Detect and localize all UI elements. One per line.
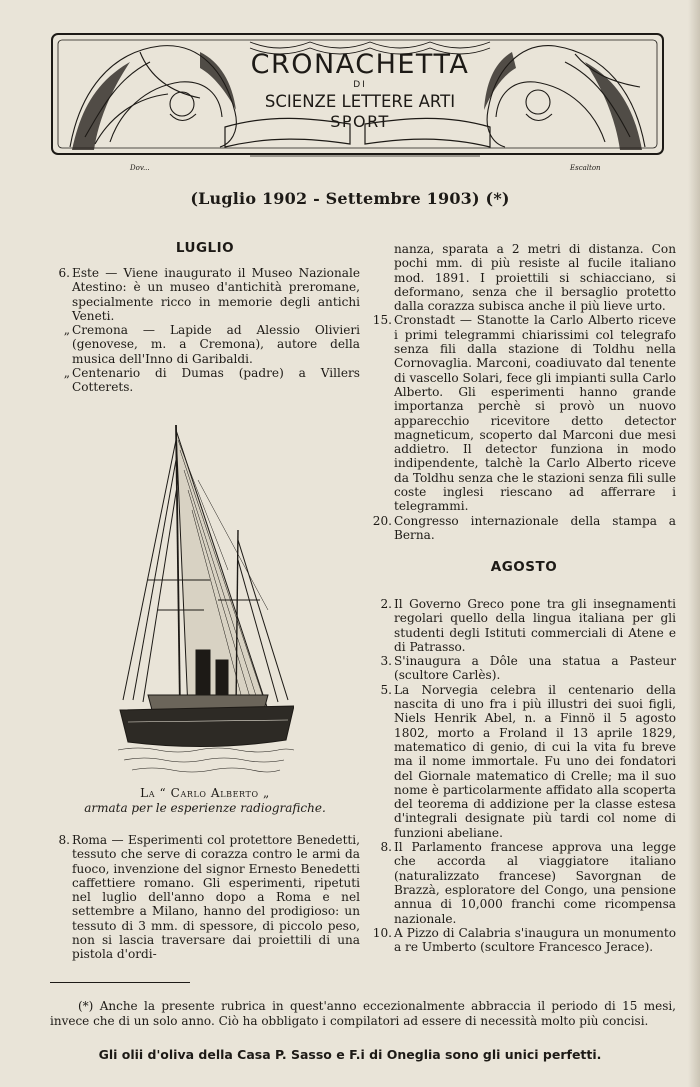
page-edge-shadow xyxy=(688,0,700,1087)
entry-text: Este — Viene inaugurato il Museo Nazionale Atestino: è un museo d'antichità preromane, specialmente ricco in memorie degli antichi Veneti. xyxy=(72,266,360,323)
date-range-heading: (Luglio 1902 - Settembre 1903) (*) xyxy=(190,189,510,208)
masthead-subtitle: SCIENZE LETTERE ARTI xyxy=(264,92,456,111)
entry-luglio-8 xyxy=(50,833,360,962)
entry-number: „ xyxy=(63,366,70,381)
advertisement-line: Gli olii d'oliva della Casa P. Sasso e F.i di Oneglia sono gli unici perfetti. xyxy=(98,1047,602,1062)
entry-number: „ xyxy=(63,323,70,338)
entry-number: 15. xyxy=(372,313,392,328)
entry-number: 8. xyxy=(58,833,70,847)
entry-luglio-20 xyxy=(372,514,676,543)
entry-agosto-8 xyxy=(372,840,676,926)
masthead-di: DI xyxy=(353,80,367,90)
masthead-title: CRONACHETTA xyxy=(250,49,470,80)
left-column-entry-8 xyxy=(50,833,360,962)
caption-subtitle: armata per le esperienze radiografiche. xyxy=(84,801,326,815)
entry-luglio-6-dumas xyxy=(50,366,360,395)
section-heading-luglio: LUGLIO xyxy=(175,240,235,256)
entry-luglio-6-cremona xyxy=(50,323,360,366)
left-column-july xyxy=(50,266,360,395)
section-heading-agosto: AGOSTO xyxy=(490,559,558,575)
right-column-july xyxy=(372,242,676,542)
entry-text: Centenario di Dumas (padre) a Villers Cotterets. xyxy=(72,366,360,395)
ship-caption xyxy=(50,786,360,816)
svg-text:Escalton: Escalton xyxy=(570,164,601,172)
caption-title: La “ Carlo Alberto „ xyxy=(140,786,270,800)
entry-number: 10. xyxy=(372,925,392,940)
entry-number: 2. xyxy=(380,597,392,611)
entry-luglio-15 xyxy=(372,313,676,513)
entry-text: La Norvegia celebra il centenario della nascita di uno fra i più illustri dei suoi figli, Niels Henrik Abel, n. a Finnö il 5 agosto 1802, morto a Froland il 13 aprile 1829, matematico di genio, di cui la vita fu breve ma il nome immortale. Fu uno dei fondatori del Giornale matematico di Crelle; ma il suo nome è particolarmente affidato alla scoperta del teorema di addizione per la classe estesa d'integrali designate più tardi col nome di funzioni abeliane. xyxy=(394,682,676,840)
entry-agosto-10 xyxy=(372,926,676,955)
entry-text: Il Governo Greco pone tra gli insegnamenti regolari quello della lingua italiana per gli studenti degli Istituti commerciali di Atene e di Patrasso. xyxy=(394,597,676,654)
entry-text: Il Parlamento francese approva una legge che accorda al viaggiatore italiano (naturalizzato francese) Savorgnan de Brazzà, esploratore del Congo, una pensione annua di 10,000 franchi come ricompensa nazionale. xyxy=(394,840,676,926)
svg-text:Dov...: Dov... xyxy=(130,164,150,172)
entry-text: S'inaugura a Dôle una statua a Pasteur (scultore Carlès). xyxy=(394,654,676,683)
entry-text: Cronstadt — Stanotte la Carlo Alberto riceve i primi telegrammi chiarissimi col telegrafo senza fili dalla stazione di Toldhu nella Cornovaglia. Marconi, coadiuvato dal tenente di vascello Solari, fece gli impianti sulla Carlo Alberto. Gli esperimenti hanno grande importanza perchè si provò un nuovo apparecchio ricevitore detto detector magneticum, scoperto dal Marconi due mesi addietro. Il detector funziona in modo indipendente, talchè la Carlo Alberto riceve da Toldhu senza che le stazioni senza fili sulle coste inglesi riescano ad afferrare i telegrammi. xyxy=(394,313,676,514)
entry-agosto-2 xyxy=(372,597,676,654)
masthead-sport: SPORT xyxy=(330,112,390,131)
masthead xyxy=(50,32,665,177)
entry-text: Roma — Esperimenti col protettore Benedetti, tessuto che serve di corazza contro le armi da fuoco, invenzione del signor Ernesto Benedetti caffettiere romano. Gli esperimenti, ripetuti nel luglio dell'anno dopo a Roma e nel settembre a Milano, hanno del prodigioso: un tessuto di 3 mm. di spessore, di piccolo peso, non si lascia traversare dai proiettili di una pistola d'ordi- xyxy=(72,833,360,962)
masthead-title-block xyxy=(220,50,500,131)
entry-number: 3. xyxy=(380,654,392,669)
ship-illustration xyxy=(118,410,294,780)
footnote: (*) Anche la presente rubrica in quest'anno eccezionalmente abbraccia il periodo di 15 mesi, invece che di un solo anno. Ciò ha obbligato i compilatori ad essere di necessità molto più concisi. xyxy=(50,999,676,1028)
entry-text: Congresso internazionale della stampa a Berna. xyxy=(394,513,676,542)
entry-text: Cremona — Lapide ad Alessio Olivieri (genovese, m. a Cremona), autore della musica dell'Inno di Garibaldi. xyxy=(72,323,360,366)
continuation-text: nanza, sparata a 2 metri di distanza. Con pochi mm. di più resiste al fucile italiano mod. 1891. I proiettili si schiacciano, si deformano, senza che il bersaglio protetto dalla corazza subisca anche il più lieve urto. xyxy=(394,242,676,314)
footnote-rule xyxy=(50,982,190,983)
entry-agosto-5 xyxy=(372,683,676,840)
entry-luglio-6 xyxy=(50,266,360,323)
entry-number: 5. xyxy=(380,682,392,697)
entry-text: A Pizzo di Calabria s'inaugura un monumento a re Umberto (scultore Francesco Jerace). xyxy=(394,925,676,955)
entry-agosto-3 xyxy=(372,654,676,683)
entry-number: 6. xyxy=(58,266,70,280)
entry-number: 8. xyxy=(380,840,392,855)
right-column-august xyxy=(372,597,676,954)
entry-number: 20. xyxy=(372,513,392,528)
